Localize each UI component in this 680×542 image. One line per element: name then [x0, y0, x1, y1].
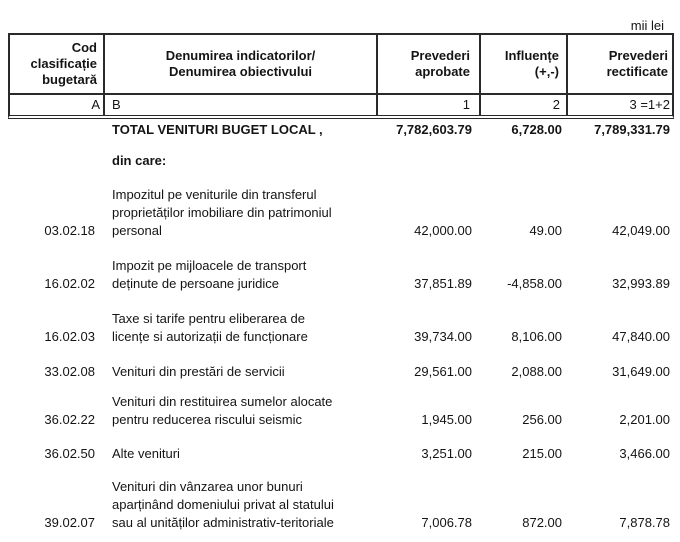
header-cell-name — [105, 35, 378, 93]
header-line: Cod — [71, 40, 97, 55]
header-cell-code — [10, 35, 105, 93]
rectified-cell: 7,789,331.79 — [594, 122, 670, 137]
rectified-cell: 2,201.00 — [619, 412, 670, 427]
header-line: bugetară — [42, 72, 97, 87]
influences-cell: 215.00 — [522, 446, 562, 461]
unit-label: mii lei — [630, 18, 664, 33]
code-cell: 33.02.08 — [44, 364, 95, 379]
code-cell: 16.02.03 — [44, 329, 95, 344]
name-line: proprietăților imobiliare din patrimoniul — [112, 205, 332, 220]
subheader-cell-a: A — [10, 95, 105, 115]
table-row — [10, 363, 672, 381]
table-header-row — [10, 35, 672, 95]
header-line: Prevederi — [608, 48, 668, 63]
name-cell — [105, 363, 378, 381]
name-cell — [105, 186, 378, 240]
approved-cell: 7,782,603.79 — [396, 122, 472, 137]
total-label: TOTAL VENITURI BUGET LOCAL , — [112, 122, 323, 137]
table-row — [10, 478, 672, 532]
rectified-cell: 7,878.78 — [619, 515, 670, 530]
name-cell — [105, 445, 378, 463]
name-line: Venituri din vânzarea unor bunuri — [112, 479, 303, 494]
code-cell: 39.02.07 — [44, 515, 95, 530]
approved-cell: 37,851.89 — [414, 276, 472, 291]
approved-cell: 7,006.78 — [421, 515, 472, 530]
approved-cell: 3,251.00 — [421, 446, 472, 461]
header-line: aprobate — [415, 64, 470, 79]
name-line: Impozitul pe veniturile din transferul — [112, 187, 317, 202]
rectified-cell: 32,993.89 — [612, 276, 670, 291]
code-cell: 16.02.02 — [44, 276, 95, 291]
subheader-cell-2: 2 — [481, 95, 568, 115]
rectified-cell: 42,049.00 — [612, 223, 670, 238]
rectified-cell: 3,466.00 — [619, 446, 670, 461]
name-line: Taxe si tarife pentru eliberarea de — [112, 311, 305, 326]
table-row — [10, 310, 672, 346]
approved-cell: 39,734.00 — [414, 329, 472, 344]
name-line: Venituri din restituirea sumelor alocate — [112, 394, 333, 409]
header-line: Influențe — [504, 48, 559, 63]
influences-cell: 872.00 — [522, 515, 562, 530]
approved-cell: 29,561.00 — [414, 364, 472, 379]
name-line: aparținând domeniului privat al statului — [112, 497, 334, 512]
header-line: clasificație — [30, 56, 97, 71]
rectified-cell: 31,649.00 — [612, 364, 670, 379]
header-line: Denumirea indicatorilor/ — [165, 48, 316, 63]
budget-table-body — [10, 121, 672, 532]
name-line: licențe si autorizații de funcționare — [112, 329, 308, 344]
header-line: (+,-) — [534, 64, 559, 79]
name-line: Venituri din prestări de servicii — [112, 364, 285, 379]
subtitle-row — [10, 152, 672, 170]
name-cell — [105, 393, 378, 429]
header-cell-influences — [481, 35, 568, 93]
table-row — [10, 445, 672, 463]
name-cell — [105, 478, 378, 532]
header-cell-approved — [378, 35, 481, 93]
table-subheader-row — [10, 95, 672, 115]
name-cell — [105, 310, 378, 346]
table-row — [10, 393, 672, 429]
header-line: Prevederi — [410, 48, 470, 63]
header-line: rectificate — [606, 64, 668, 79]
header-line: Denumirea obiectivului — [168, 64, 313, 79]
budget-table-header — [8, 33, 674, 119]
subheader-cell-1: 1 — [378, 95, 481, 115]
rectified-cell: 47,840.00 — [612, 329, 670, 344]
table-row — [10, 186, 672, 240]
subtitle-label: din care: — [112, 153, 167, 168]
subheader-cell-3: 3 =1+2 — [629, 97, 670, 112]
influences-cell: 49.00 — [529, 223, 562, 238]
influences-cell: 256.00 — [522, 412, 562, 427]
name-line: pentru reducerea riscului seismic — [112, 412, 303, 427]
name-line: personal — [112, 223, 162, 238]
influences-cell: 6,728.00 — [511, 122, 562, 137]
name-line: sau al unităților administrativ-teritoriale — [112, 515, 334, 530]
name-line: Impozit pe mijloacele de transport — [112, 258, 307, 273]
name-line: deținute de persoane juridice — [112, 276, 279, 291]
header-cell-rectified — [568, 35, 672, 93]
name-line: Alte venituri — [112, 446, 180, 461]
code-cell: 36.02.50 — [44, 446, 95, 461]
approved-cell: 1,945.00 — [421, 412, 472, 427]
code-cell: 36.02.22 — [44, 412, 95, 427]
influences-cell: 8,106.00 — [511, 329, 562, 344]
approved-cell: 42,000.00 — [414, 223, 472, 238]
subheader-cell-b: B — [105, 95, 378, 115]
name-cell — [105, 257, 378, 293]
influences-cell: 2,088.00 — [511, 364, 562, 379]
influences-cell: -4,858.00 — [507, 276, 562, 291]
code-cell: 03.02.18 — [44, 223, 95, 238]
table-row — [10, 257, 672, 293]
total-row — [10, 121, 672, 139]
